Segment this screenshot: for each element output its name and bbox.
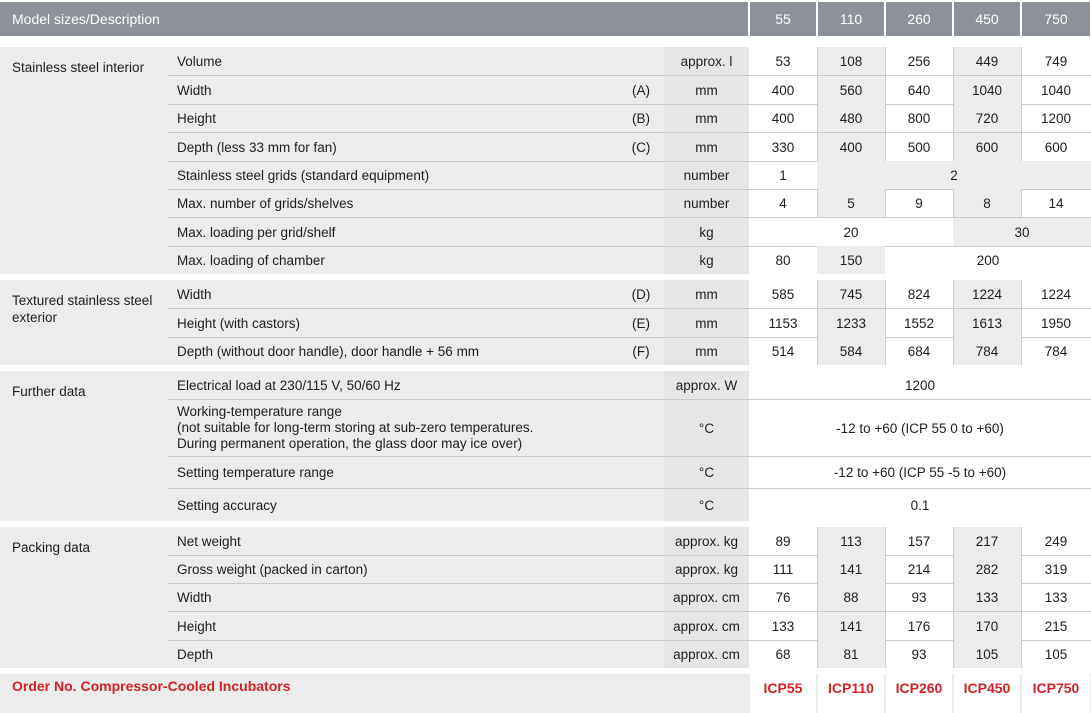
value-cell: 1613 (971, 315, 1003, 331)
column-divider (953, 583, 954, 611)
value-cell: 214 (907, 561, 931, 577)
row-label: Depth (177, 646, 214, 662)
row-label: Setting temperature range (177, 465, 334, 480)
column-divider (1021, 527, 1022, 555)
column-divider (817, 555, 818, 583)
value-cell-merged: 0.1 (910, 497, 930, 513)
row-unit: mm (695, 139, 718, 155)
value-cell-merged: -12 to +60 (ICP 55 0 to +60) (836, 420, 1004, 436)
value-cell: 1153 (768, 315, 798, 331)
column-divider (817, 527, 818, 555)
value-cell: 1224 (971, 286, 1003, 302)
value-cell-merged: 1200 (904, 377, 936, 393)
value-cell: 1040 (1040, 82, 1072, 98)
row-label: Setting accuracy (177, 497, 277, 513)
header-model-110: 110 (818, 2, 884, 36)
row-dimension-ref: (A) (632, 82, 650, 98)
column-divider (953, 309, 954, 337)
section-title: Stainless steel interior (12, 60, 145, 75)
value-cell-merged: 150 (839, 252, 863, 268)
column-divider (885, 47, 886, 75)
value-cell: 53 (775, 53, 791, 69)
order-number-icp55: ICP55 (763, 680, 803, 696)
column-divider (1021, 104, 1022, 132)
value-cell: 141 (839, 618, 863, 634)
value-cell: 93 (911, 589, 927, 605)
value-cell: 249 (1044, 533, 1068, 549)
row-label: Max. loading of chamber (177, 252, 325, 268)
row-unit: mm (695, 82, 718, 98)
value-cell-merged: -12 to +60 (ICP 55 -5 to +60) (833, 465, 1007, 480)
value-cell: 256 (907, 53, 931, 69)
column-divider (817, 189, 818, 217)
column-divider (1021, 47, 1022, 75)
row-label: Width (177, 82, 212, 98)
row-unit: approx. kg (674, 561, 739, 577)
value-cell: 640 (907, 82, 931, 98)
order-number-icp260: ICP260 (895, 680, 943, 696)
row-label: Stainless steel grids (standard equipment) (177, 167, 430, 183)
value-cell: 400 (839, 139, 863, 155)
column-divider (953, 337, 954, 365)
column-divider (817, 47, 818, 75)
column-divider (885, 104, 886, 132)
column-divider (817, 337, 818, 365)
row-unit: mm (695, 286, 718, 302)
column-divider (817, 104, 818, 132)
column-divider (953, 47, 954, 75)
row-label: Volume (177, 53, 223, 69)
column-divider (1021, 640, 1022, 668)
header-description: Model sizes/Description (0, 2, 748, 36)
row-label: Height (with castors) (177, 315, 301, 331)
value-cell: 585 (771, 286, 795, 302)
row-unit: °C (698, 420, 715, 436)
value-cell: 89 (775, 533, 791, 549)
row-label: Width (177, 286, 212, 302)
value-cell: 176 (907, 618, 931, 634)
row-dimension-ref: (C) (631, 139, 651, 155)
value-cell: 76 (775, 589, 791, 605)
value-cell: 500 (907, 139, 931, 155)
column-divider (817, 612, 818, 640)
value-cell: 584 (839, 343, 863, 359)
order-number-icp750: ICP750 (1032, 680, 1080, 696)
column-divider (953, 189, 954, 217)
value-cell: 88 (843, 589, 859, 605)
header-model-450: 450 (954, 2, 1020, 36)
value-cell: 1224 (1040, 286, 1072, 302)
column-divider (817, 640, 818, 668)
row-unit: °C (698, 497, 715, 513)
value-cell: 1950 (1040, 315, 1072, 331)
value-cell: 4 (779, 195, 787, 211)
value-cell: 170 (975, 618, 999, 634)
value-cell: 68 (775, 646, 791, 662)
value-cell: 749 (1044, 53, 1068, 69)
value-cell: 720 (975, 110, 999, 126)
row-unit: approx. l (680, 53, 733, 69)
value-cell: 14 (1048, 195, 1064, 211)
value-cell-merged: 1 (779, 167, 787, 183)
column-divider (885, 583, 886, 611)
row-label: Electrical load at 230/115 V, 50/60 Hz (177, 377, 401, 393)
column-divider (885, 527, 886, 555)
value-cell: 113 (840, 533, 862, 549)
value-cell: 5 (847, 195, 855, 211)
row-divider (168, 399, 664, 400)
row-label: Max. number of grids/shelves (177, 195, 354, 211)
column-divider (953, 133, 954, 161)
row-dimension-ref: (E) (632, 315, 650, 331)
value-cell: 108 (839, 53, 863, 69)
column-divider (953, 76, 954, 104)
row-label: Net weight (177, 533, 241, 549)
value-cell: 111 (772, 561, 794, 577)
row-label: Working-temperature range (177, 404, 342, 419)
column-divider (885, 612, 886, 640)
value-cell: 8 (983, 195, 991, 211)
value-cell: 9 (915, 195, 923, 211)
column-divider (953, 612, 954, 640)
row-unit: approx. W (675, 377, 738, 393)
row-dimension-ref: (D) (631, 286, 651, 302)
value-cell: 600 (1044, 139, 1068, 155)
value-cell-merged: 2 (950, 167, 958, 183)
column-divider (953, 280, 954, 308)
value-cell: 105 (975, 646, 999, 662)
value-cell: 1233 (835, 315, 867, 331)
value-cell: 400 (771, 110, 795, 126)
value-cell: 824 (907, 286, 931, 302)
value-cell: 319 (1044, 561, 1068, 577)
header-model-55: 55 (750, 2, 816, 36)
row-unit: kg (699, 224, 714, 240)
row-dimension-ref: (B) (632, 110, 650, 126)
column-divider (953, 527, 954, 555)
value-cell: 449 (975, 53, 999, 69)
column-divider (817, 76, 818, 104)
section-title: Packing data (12, 540, 91, 555)
column-divider (817, 133, 818, 161)
value-cell: 560 (839, 82, 863, 98)
value-cell: 81 (843, 646, 859, 662)
order-number-icp450: ICP450 (963, 680, 1011, 696)
value-cell: 133 (1044, 589, 1068, 605)
row-unit: °C (698, 465, 715, 480)
row-label: Width (177, 589, 212, 605)
column-divider (1021, 133, 1022, 161)
row-label-note: (not suitable for long-term storing at sub-zero temperatures. (177, 420, 534, 435)
value-cell-merged: 20 (843, 224, 859, 240)
row-unit: mm (695, 110, 718, 126)
row-unit: approx. cm (673, 618, 740, 634)
value-cell: 800 (907, 110, 931, 126)
value-cell: 600 (975, 139, 999, 155)
row-unit: approx. cm (673, 589, 740, 605)
value-cell: 514 (771, 343, 795, 359)
row-label: Height (177, 618, 217, 634)
row-label: Height (177, 110, 217, 126)
order-number-icp110: ICP110 (828, 680, 874, 696)
column-divider (817, 583, 818, 611)
row-label: Depth (less 33 mm for fan) (177, 139, 337, 155)
value-cell: 480 (839, 110, 863, 126)
row-dimension-ref: (F) (632, 343, 650, 359)
row-label: Max. loading per grid/shelf (177, 224, 336, 240)
row-unit: mm (695, 315, 718, 331)
value-cell: 93 (911, 646, 927, 662)
column-divider (885, 76, 886, 104)
column-divider (953, 555, 954, 583)
row-unit: mm (695, 343, 718, 359)
column-divider (1021, 612, 1022, 640)
section-title: Textured stainless steel exterior (12, 293, 153, 325)
value-cell: 1040 (971, 82, 1003, 98)
value-cell: 157 (907, 533, 931, 549)
column-divider (1021, 280, 1022, 308)
order-number-label: Order No. Compressor-Cooled Incubators (12, 678, 291, 694)
row-unit: approx. cm (673, 646, 740, 662)
value-cell: 784 (1044, 343, 1068, 359)
row-unit: number (683, 167, 730, 183)
column-divider (1021, 309, 1022, 337)
column-divider (817, 309, 818, 337)
value-cell: 141 (839, 561, 863, 577)
value-cell: 105 (1044, 646, 1068, 662)
value-cell-merged: 80 (775, 252, 791, 268)
value-cell: 784 (975, 343, 999, 359)
column-divider (1021, 189, 1022, 217)
value-cell: 400 (771, 82, 795, 98)
value-cell: 215 (1044, 618, 1068, 634)
column-divider (885, 555, 886, 583)
value-cell: 282 (975, 561, 999, 577)
row-label: Depth (without door handle), door handle + 56 mm (177, 343, 480, 359)
column-divider (953, 104, 954, 132)
column-divider (885, 309, 886, 337)
value-cell: 133 (771, 618, 795, 634)
value-cell: 133 (975, 589, 999, 605)
value-cell: 217 (975, 533, 999, 549)
column-divider (885, 133, 886, 161)
value-cell-merged: 30 (1014, 224, 1030, 240)
column-divider (953, 640, 954, 668)
header-model-750: 750 (1022, 2, 1090, 36)
row-unit: kg (699, 252, 714, 268)
value-cell: 684 (907, 343, 931, 359)
column-divider (1021, 555, 1022, 583)
value-cell-merged: 200 (976, 252, 1000, 268)
row-label: Gross weight (packed in carton) (177, 561, 368, 577)
value-cell: 745 (839, 286, 863, 302)
column-divider (1021, 76, 1022, 104)
section-title: Further data (12, 384, 86, 399)
row-unit: approx. kg (674, 533, 739, 549)
row-label-note: During permanent operation, the glass door may ice over) (177, 436, 523, 451)
column-divider (885, 189, 886, 217)
column-divider (885, 280, 886, 308)
column-divider (1021, 337, 1022, 365)
header-model-260: 260 (886, 2, 952, 36)
row-label-multiline (177, 404, 661, 454)
column-divider (817, 280, 818, 308)
column-divider (885, 337, 886, 365)
value-cell: 330 (771, 139, 795, 155)
row-unit: number (683, 195, 730, 211)
column-divider (885, 640, 886, 668)
column-divider (1021, 583, 1022, 611)
value-cell: 1552 (903, 315, 935, 331)
value-cell: 1200 (1040, 110, 1072, 126)
